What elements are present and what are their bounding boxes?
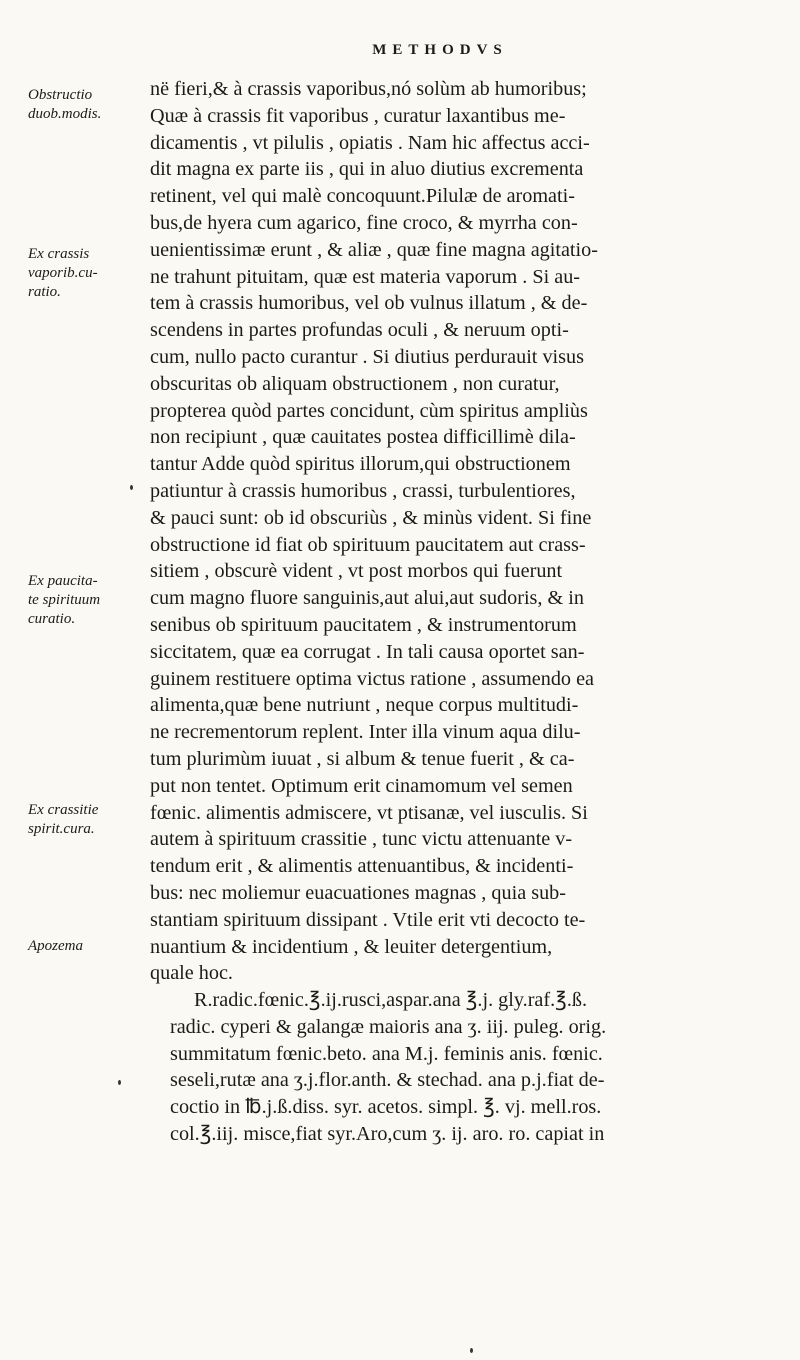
running-head: METHODVS <box>372 42 508 58</box>
margin-note-apozema: Apozema <box>28 938 83 954</box>
ink-speck <box>470 1348 473 1353</box>
text-line: alimenta,quæ bene nutriunt , neque corpus multitudi- <box>150 694 579 717</box>
text-line: cum magno fluore sanguinis,aut alui,aut sudoris, & in <box>150 587 584 610</box>
text-line: bus,de hyera cum agarico, fine croco, & myrrha con- <box>150 211 578 234</box>
text-line: stantiam spirituum dissipant . Vtile erit vti decocto te- <box>150 908 586 931</box>
text-line: autem à spirituum crassitie , tunc victu attenuante v- <box>150 828 573 851</box>
recipe-line: col.℥.iij. misce,fiat syr.Aro,cum ʒ. ij. aro. ro. capiat in <box>170 1123 605 1146</box>
text-line: & pauci sunt: ob id obscuriùs , & minùs vident. Si fine <box>150 506 592 529</box>
text-line: patiuntur à crassis humoribus , crassi, turbulentiores, <box>150 479 576 502</box>
text-line: sitiem , obscurè vident , vt post morbos qui fuerunt <box>150 560 563 583</box>
text-line: tendum erit , & alimentis attenuantibus, & incidenti- <box>150 855 574 878</box>
margin-note-crassitie: Ex crassitie spirit.cura. <box>28 802 99 837</box>
text-line: në fieri,& à crassis vaporibus,nó solùm ab humoribus; <box>150 78 587 100</box>
text-line: uenientissimæ erunt , & aliæ , quæ fine magna agitatio- <box>150 238 598 261</box>
recipe-line: coctio in ℔.j.ß.diss. syr. acetos. simpl. ℥. vj. mell.ros. <box>170 1096 602 1119</box>
text-line: ne recrementorum replent. Inter illa vinum aqua dilu- <box>150 721 581 744</box>
text-line: put non tentet. Optimum erit cinamomum vel semen <box>150 774 573 797</box>
ink-speck <box>118 1080 121 1085</box>
text-line: scendens in partes profundas oculi , & neruum opti- <box>150 319 569 342</box>
text-line: bus: nec moliemur euacuationes magnas , quia sub- <box>150 881 566 904</box>
text-line: propterea quòd partes concidunt, cùm spiritus ampliùs <box>150 399 588 422</box>
recipe-line: summitatum fœnic.beto. ana M.j. feminis anis. fœnic. <box>170 1042 603 1065</box>
text-line: obscuritas ob aliquam obstructionem , non curatur, <box>150 372 560 395</box>
text-line: cum, nullo pacto curantur . Si diutius perdurauit visus <box>150 345 584 368</box>
margin-note-paucitate: Ex paucita- te spirituum curatio. <box>28 573 101 627</box>
recipe-line: seseli,rutæ ana ʒ.j.flor.anth. & stechad. ana p.j.fiat de- <box>170 1069 605 1092</box>
text-line: non recipiunt , quæ cauitates postea difficillimè dila- <box>150 426 576 449</box>
text-line: siccitatem, quæ ea corrugat . In tali causa oportet san- <box>150 640 585 663</box>
text-line: guinem restituere optima victus ratione , assumendo ea <box>150 667 594 690</box>
body-text <box>150 76 770 1148</box>
text-line: ne trahunt pituitam, quæ est materia vaporum . Si au- <box>150 265 581 288</box>
text-line: senibus ob spirituum paucitatem , & instrumentorum <box>150 613 577 636</box>
text-line: tantur Adde quòd spiritus illorum,qui obstructionem <box>150 453 571 476</box>
margin-note-vaporib: Ex crassis vaporib.cu- ratio. <box>28 246 98 300</box>
text-line: Quæ à crassis fit vaporibus , curatur laxantibus me- <box>150 104 566 127</box>
text-line: retinent, vel qui malè concoquunt.Pilulæ de aromati- <box>150 185 575 208</box>
margin-note-obstructio: Obstructio duob.modis. <box>28 87 102 122</box>
ink-speck <box>130 485 133 490</box>
recipe-line: radic. cyperi & galangæ maioris ana ʒ. iij. puleg. orig. <box>170 1015 607 1038</box>
text-line: dicamentis , vt pilulis , opiatis . Nam hic affectus acci- <box>150 131 590 154</box>
text-line: tum plurimùm iuuat , si album & tenue fuerit , & ca- <box>150 747 575 770</box>
text-line: tem à crassis humoribus, vel ob vulnus illatum , & de- <box>150 292 588 315</box>
text-line: nuantium & incidentium , & leuiter detergentium, <box>150 935 553 958</box>
recipe-line: R.radic.fœnic.℥.ij.rusci,aspar.ana ℥.j. gly.raf.℥.ß. <box>194 989 588 1012</box>
text-line: dit magna ex parte iis , qui in aluo diutius excrementa <box>150 158 584 181</box>
text-line: obstructione id fiat ob spirituum paucitatem aut crass- <box>150 533 586 556</box>
text-line: fœnic. alimentis admiscere, vt ptisanæ, vel iusculis. Si <box>150 801 588 824</box>
text-line: quale hoc. <box>150 962 233 985</box>
